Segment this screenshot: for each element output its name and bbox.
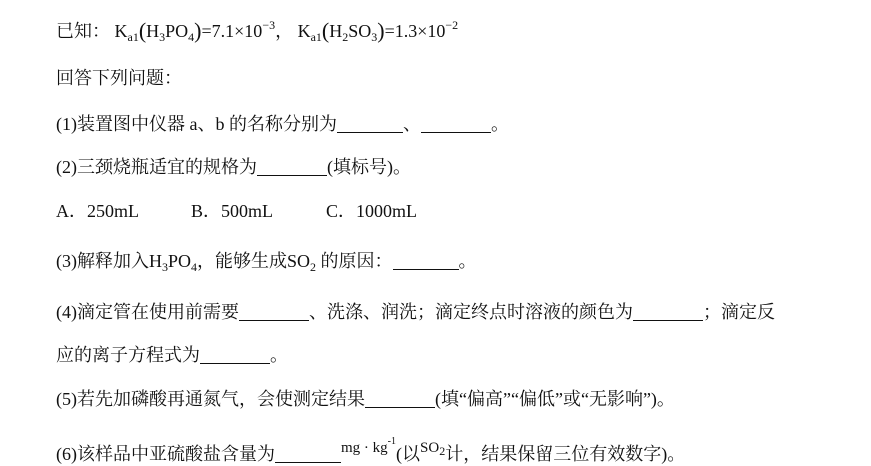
open-paren: ( [138, 18, 147, 43]
question-text: (填标号)。 [327, 157, 411, 177]
question-text: (6)该样品中亚硫酸盐含量为 [56, 444, 275, 464]
formula-subscript: 4 [188, 30, 195, 44]
formula-subscript: 2 [439, 444, 446, 458]
question-3 [56, 249, 477, 279]
formula-part: PO [165, 21, 189, 41]
answer-blank[interactable] [275, 444, 341, 463]
formula-subscript: 4 [191, 260, 198, 274]
separator: ， [275, 21, 294, 41]
formula-part: SO [348, 21, 372, 41]
answer-blank[interactable] [365, 389, 435, 408]
question-text: (3)解释加入 [56, 251, 149, 271]
k-value: =1.3×10 [384, 21, 446, 41]
open-paren: ( [321, 18, 330, 43]
formula-subscript: 3 [162, 260, 168, 274]
question-text: (2)三颈烧瓶适宜的规格为 [56, 157, 257, 177]
close-paren: ) [194, 18, 202, 43]
formula-subscript: 2 [310, 260, 317, 274]
ka1-h3po4 [114, 18, 276, 44]
question-text: 。 [458, 251, 477, 271]
question-5 [56, 387, 675, 411]
answer-blank-a[interactable] [337, 114, 403, 133]
unit-label [341, 436, 397, 456]
formula-part: SO [287, 251, 311, 271]
formula-part: H [149, 251, 162, 271]
option-b: B．500mL [191, 201, 274, 221]
k-exponent: −3 [262, 18, 276, 32]
k-exponent: −2 [445, 18, 459, 32]
unit-exponent: -1 [387, 436, 397, 447]
known-label: 已知： [56, 21, 110, 41]
formula-subscript: 2 [342, 30, 349, 44]
formula-subscript: 3 [371, 30, 378, 44]
answer-blank-1[interactable] [239, 302, 309, 321]
question-text: (5)若先加磷酸再通氮气，会使测定结果 [56, 389, 365, 409]
question-text: (1)装置图中仪器 a、b 的名称分别为 [56, 114, 337, 134]
question-4-continued [56, 343, 288, 367]
option-c: C．1000mL [326, 201, 418, 221]
ka1-h2so3 [297, 18, 459, 44]
question-4 [56, 300, 775, 324]
known-constants-line [56, 13, 458, 49]
k-subscript: a1 [127, 30, 139, 44]
formula-subscript: 3 [159, 30, 166, 44]
question-1 [56, 112, 509, 136]
h3po4-formula [149, 251, 198, 274]
k-symbol: K [297, 21, 311, 41]
question-text: 、洗涤、润洗；滴定终点时溶液的颜色为 [309, 302, 633, 322]
k-symbol: K [114, 21, 128, 41]
close-paren: ) [377, 18, 385, 43]
answer-blank-3[interactable] [200, 345, 270, 364]
question-text: 计，结果保留三位有效数字)。 [445, 444, 686, 464]
formula-part: SO [420, 440, 440, 456]
unit-text: mg · kg [341, 440, 388, 456]
question-text: (以 [396, 444, 421, 464]
formula-part: H [329, 21, 343, 41]
question-2 [56, 155, 411, 179]
answer-blank-b[interactable] [421, 114, 491, 133]
k-value: =7.1×10 [201, 21, 263, 41]
so2-formula [287, 251, 317, 274]
question-text: 应的离子方程式为 [56, 345, 200, 365]
question-text: 。 [270, 345, 288, 365]
question-text: 、 [402, 114, 421, 134]
formula-part: H [146, 21, 160, 41]
option-a: A．250mL [56, 201, 139, 221]
answer-blank[interactable] [393, 251, 459, 270]
answer-blank[interactable] [257, 157, 327, 176]
question-text: 。 [490, 114, 509, 134]
intro-line: 回答下列问题： [56, 68, 182, 88]
question-text: 的原因： [320, 251, 393, 271]
question-text: (填“偏高”“偏低”或“无影响”)。 [435, 389, 675, 409]
question-2-options [56, 199, 417, 223]
question-6 [56, 430, 685, 466]
k-subscript: a1 [310, 30, 322, 44]
question-text: (4)滴定管在使用前需要 [56, 302, 239, 322]
question-text: ；滴定反 [703, 302, 775, 322]
question-text: ，能够生成 [197, 251, 288, 271]
formula-part: PO [168, 251, 192, 271]
so2-formula [420, 440, 445, 456]
answer-blank-2[interactable] [633, 302, 703, 321]
